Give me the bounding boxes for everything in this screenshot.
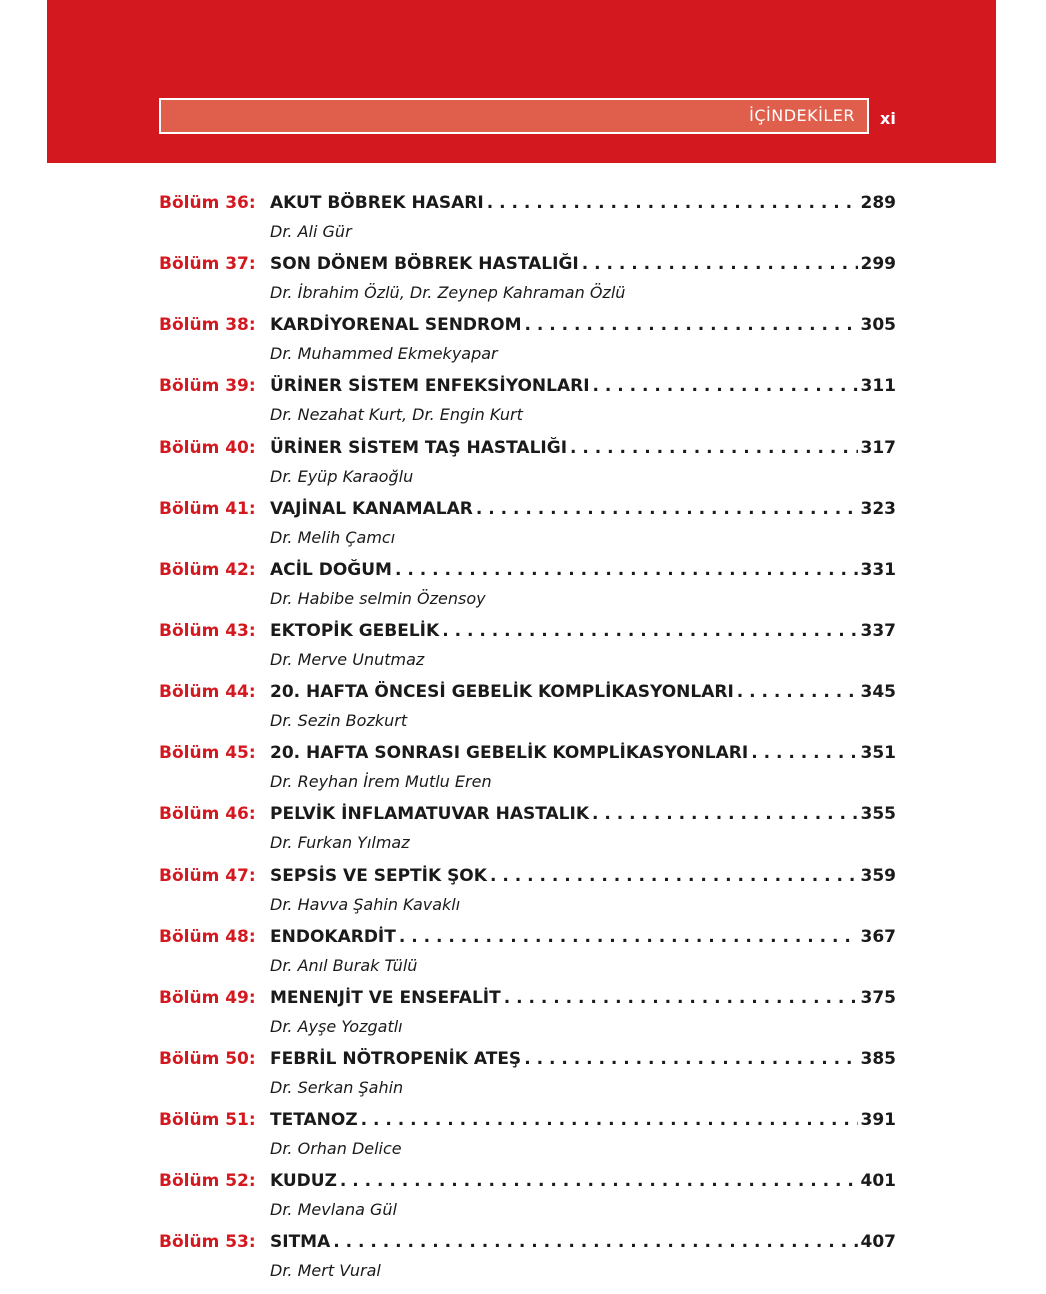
toc-entry[interactable] [159,1110,896,1171]
chapter-author: Dr. Merve Unutmaz [270,649,425,669]
chapter-title: ACİL DOĞUM [270,559,392,580]
chapter-page: 331 [860,559,896,580]
toc-entry[interactable] [159,560,896,621]
chapter-line [270,988,896,1008]
dot-leader [361,1110,858,1130]
chapter-page: 401 [860,1171,896,1192]
chapter-page: 317 [860,437,896,458]
chapter-page: 407 [860,1232,896,1253]
dot-leader [487,193,858,213]
dot-leader [476,499,858,519]
chapter-number: Bölüm 50: [159,1048,256,1069]
chapter-number: Bölüm 40: [159,437,256,458]
chapter-author: Dr. Serkan Şahin [270,1077,404,1097]
chapter-page: 355 [860,804,896,825]
chapter-number: Bölüm 38: [159,315,256,336]
chapter-page: 337 [860,620,896,641]
toc-entry[interactable] [159,804,896,865]
toc-entry[interactable] [159,1049,896,1110]
chapter-line [270,1171,896,1191]
toc-entry[interactable] [159,1232,896,1293]
chapter-title: SEPSİS VE SEPTİK ŞOK [270,865,487,886]
chapter-title: SITMA [270,1232,331,1253]
chapter-author: Dr. Melih Çamcı [270,527,396,547]
chapter-title: KUDUZ [270,1171,337,1192]
page-number: xi [880,109,896,128]
header-title-box [159,98,869,134]
chapter-title: TETANOZ [270,1110,358,1131]
chapter-title: ÜRİNER SİSTEM ENFEKSİYONLARI [270,376,590,397]
toc-entry[interactable] [159,438,896,499]
chapter-page: 289 [860,193,896,213]
toc-entry[interactable] [159,254,896,315]
chapter-title: PELVİK İNFLAMATUVAR HASTALIK [270,804,590,825]
chapter-author: Dr. Sezin Bozkurt [270,711,408,731]
dot-leader [399,927,858,947]
toc-entry[interactable] [159,988,896,1049]
dot-leader [524,1049,857,1069]
chapter-number: Bölüm 42: [159,559,256,580]
chapter-line [270,193,896,213]
toc-entry[interactable] [159,376,896,437]
chapter-page: 311 [860,376,896,397]
chapter-number: Bölüm 39: [159,376,256,397]
chapter-number: Bölüm 43: [159,620,256,641]
chapter-number: Bölüm 48: [159,926,256,947]
dot-leader [340,1171,858,1191]
toc-entry[interactable] [159,315,896,376]
chapter-author: Dr. Eyüp Karaoğlu [270,466,414,486]
chapter-line [270,621,896,641]
chapter-line [270,1110,896,1130]
chapter-line [270,315,896,335]
chapter-author: Dr. Muhammed Ekmekyapar [270,344,498,364]
chapter-number: Bölüm 45: [159,743,256,764]
toc-entry[interactable] [159,682,896,743]
chapter-author: Dr. Ali Gür [270,222,352,241]
toc-entry[interactable] [159,866,896,927]
chapter-author: Dr. İbrahim Özlü, Dr. Zeynep Kahraman Özlü [270,283,626,303]
chapter-page: 305 [860,315,896,336]
dot-leader [582,254,858,274]
dot-leader [490,866,858,886]
dot-leader [592,804,857,824]
chapter-line [270,743,896,763]
chapter-number: Bölüm 53: [159,1232,256,1253]
chapter-line [270,1232,896,1252]
dot-leader [504,988,858,1008]
toc-entry[interactable] [159,499,896,560]
chapter-title: SON DÖNEM BÖBREK HASTALIĞI [270,254,579,275]
chapter-number: Bölüm 51: [159,1110,256,1131]
dot-leader [593,376,858,396]
chapter-author: Dr. Mevlana Gül [270,1200,397,1220]
chapter-author: Dr. Orhan Delice [270,1139,402,1159]
toc-entry[interactable] [159,193,896,254]
chapter-author: Dr. Reyhan İrem Mutlu Eren [270,772,492,792]
dot-leader [442,621,857,641]
table-of-contents [159,193,896,1294]
chapter-page: 375 [860,987,896,1008]
chapter-line [270,927,896,947]
dot-leader [737,682,858,702]
chapter-title: ENDOKARDİT [270,926,396,947]
chapter-line [270,866,896,886]
chapter-title: VAJİNAL KANAMALAR [270,498,473,519]
chapter-title: ÜRİNER SİSTEM TAŞ HASTALIĞI [270,437,568,458]
chapter-number: Bölüm 41: [159,498,256,519]
page-header [47,0,996,163]
chapter-title: EKTOPİK GEBELİK [270,620,440,641]
chapter-title: 20. HAFTA ÖNCESİ GEBELİK KOMPLİKASYONLARI [270,682,734,703]
toc-entry[interactable] [159,743,896,804]
toc-entry[interactable] [159,927,896,988]
toc-entry[interactable] [159,1171,896,1232]
chapter-number: Bölüm 46: [159,804,256,825]
chapter-page: 385 [860,1048,896,1069]
chapter-author: Dr. Anıl Burak Tülü [270,955,418,975]
chapter-page: 367 [860,926,896,947]
chapter-line [270,682,896,702]
chapter-author: Dr. Mert Vural [270,1261,381,1281]
dot-leader [395,560,858,580]
dot-leader [333,1232,857,1252]
chapter-line [270,376,896,396]
chapter-page: 323 [860,498,896,519]
chapter-author: Dr. Nezahat Kurt, Dr. Engin Kurt [270,405,523,425]
chapter-author: Dr. Havva Şahin Kavaklı [270,894,461,914]
toc-entry[interactable] [159,621,896,682]
chapter-line [270,438,896,458]
chapter-number: Bölüm 47: [159,865,256,886]
chapter-line [270,560,896,580]
chapter-page: 299 [860,254,896,275]
chapter-title: FEBRİL NÖTROPENİK ATEŞ [270,1048,522,1069]
chapter-title: KARDİYORENAL SENDROM [270,315,522,336]
chapter-page: 391 [860,1110,896,1131]
chapter-number: Bölüm 36: [159,193,256,213]
chapter-author: Dr. Habibe selmin Özensoy [270,588,486,608]
dot-leader [570,438,857,458]
chapter-author: Dr. Ayşe Yozgatlı [270,1016,403,1036]
chapter-line [270,1049,896,1069]
chapter-number: Bölüm 44: [159,682,256,703]
dot-leader [525,315,858,335]
chapter-number: Bölüm 52: [159,1171,256,1192]
chapter-title: AKUT BÖBREK HASARI [270,193,484,213]
chapter-author: Dr. Furkan Yılmaz [270,833,410,853]
header-title: İÇİNDEKİLER [749,106,855,125]
chapter-number: Bölüm 49: [159,987,256,1008]
chapter-page: 359 [860,865,896,886]
chapter-title: MENENJİT VE ENSEFALİT [270,987,501,1008]
chapter-line [270,254,896,274]
chapter-title: 20. HAFTA SONRASI GEBELİK KOMPLİKASYONLARI [270,743,749,764]
chapter-page: 345 [860,682,896,703]
chapter-number: Bölüm 37: [159,254,256,275]
dot-leader [751,743,857,763]
chapter-page: 351 [860,743,896,764]
chapter-line [270,499,896,519]
chapter-line [270,804,896,824]
